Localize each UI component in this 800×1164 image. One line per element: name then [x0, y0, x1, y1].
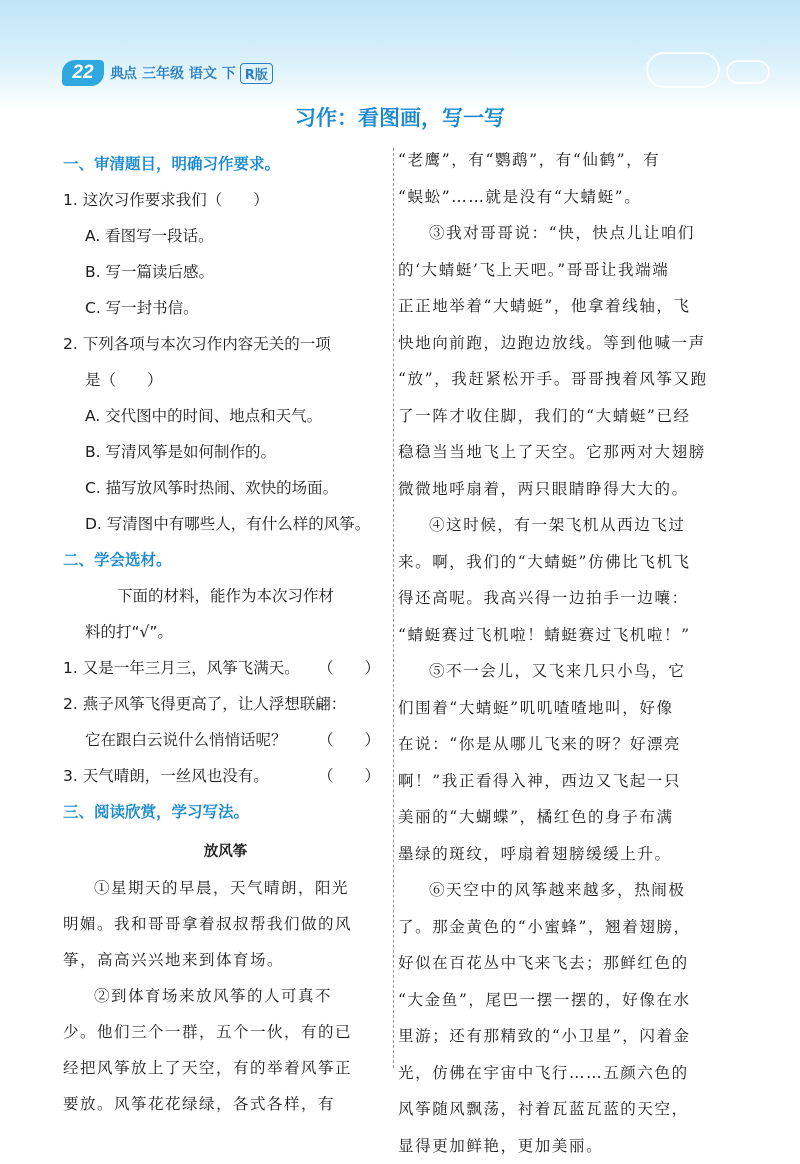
material-item-3 [63, 758, 388, 794]
material-item-2 [63, 686, 388, 722]
brand-logo: 典点 [110, 63, 136, 83]
material-item-2-paren: （ ） [318, 722, 380, 758]
article-right-line: 了。那金黄色的“小蜜蜂”，翘着翅膀， [398, 909, 728, 946]
article-right-line: 稳稳当当地飞上了天空。它那两对大翅膀 [398, 434, 728, 471]
subject-label: 三年级 语文 下 [142, 63, 236, 83]
article-right-line: 美丽的“大蝴蝶”，橘红色的身子布满 [398, 799, 728, 836]
article-right-line: “蜈蚣”……就是没有“大蜻蜓”。 [398, 179, 728, 216]
section-2-heading: 二、学会选材。 [63, 542, 388, 578]
material-item-1-paren: （ ） [318, 650, 380, 686]
article-right-line: 里游；还有那精致的“小卫星”，闪着金 [398, 1018, 728, 1055]
edition-label: R版 [240, 63, 273, 84]
question-2-option-a: A. 交代图中的时间、地点和天气。 [63, 398, 388, 434]
article-right-line: 显得更加鲜艳，更加美丽。 [398, 1128, 728, 1164]
article-right-line: 啊！”我正看得入神，西边又飞起一只 [398, 763, 728, 800]
article-right-line: 微微地呼扇着，两只眼睛睁得大大的。 [398, 471, 728, 508]
article-right-line: “蜻蜓赛过飞机啦！蜻蜓赛过飞机啦！” [398, 617, 728, 654]
material-item-3-paren: （ ） [318, 758, 380, 794]
question-1-option-b: B. 写一篇读后感。 [63, 254, 388, 290]
article-right-line: ④这时候，有一架飞机从西边飞过 [398, 507, 728, 544]
material-item-2-cont [63, 722, 388, 758]
article-right-line: 的‘大蜻蜓’飞上天吧。”哥哥让我端端 [398, 252, 728, 289]
cloud-decoration [646, 52, 720, 88]
article-right-line: 们围着“大蜻蜓”叽叽喳喳地叫，好像 [398, 690, 728, 727]
article-line-6: 经把风筝放上了天空，有的举着风筝正 [63, 1050, 388, 1086]
article-line-7: 要放。风筝花花绿绿，各式各样，有 [63, 1086, 388, 1122]
article-right-line: ⑤不一会儿，又飞来几只小鸟，它 [398, 653, 728, 690]
section-2-intro-line-1: 下面的材料，能作为本次习作材 [63, 578, 388, 614]
page-number: 22 [62, 60, 104, 86]
article-right-line: “老鹰”，有“鹦鹉”，有“仙鹤”，有 [398, 142, 728, 179]
article-right-line: 得还高呢。我高兴得一边拍手一边嚷： [398, 580, 728, 617]
section-2-intro-line-2: 料的打“√”。 [63, 614, 388, 650]
material-item-1 [63, 650, 388, 686]
article-line-5: 少。他们三个一群，五个一伙，有的已 [63, 1014, 388, 1050]
question-2-option-c: C. 描写放风筝时热闹、欢快的场面。 [63, 470, 388, 506]
question-1: 1. 这次习作要求我们（ ） [63, 182, 388, 218]
left-column [63, 146, 388, 1122]
question-1-option-a: A. 看图写一段话。 [63, 218, 388, 254]
article-line-1: ①星期天的早晨，天气晴朗，阳光 [63, 870, 388, 906]
material-item-3-text: 3. 天气晴朗，一丝风也没有。 [63, 758, 269, 794]
article-right-line: 好似在百花丛中飞来飞去；那鲜红色的 [398, 945, 728, 982]
article-right-line: ⑥天空中的风筝越来越多，热闹极 [398, 872, 728, 909]
section-3-heading: 三、阅读欣赏，学习写法。 [63, 794, 388, 830]
article-right-line: 正正地举着“大蜻蜓”，他拿着线轴，飞 [398, 288, 728, 325]
article-right-line: “大金鱼”，尾巴一摆一摆的，好像在水 [398, 982, 728, 1019]
question-2-option-d: D. 写清图中有哪些人，有什么样的风筝。 [63, 506, 388, 542]
question-2-option-b: B. 写清风筝是如何制作的。 [63, 434, 388, 470]
material-item-2-cont-text: 它在跟白云说什么悄悄话呢？ [85, 722, 287, 758]
article-line-3: 筝，高高兴兴地来到体育场。 [63, 942, 388, 978]
question-2-line-2: 是（ ） [63, 362, 388, 398]
section-1-heading: 一、审清题目，明确习作要求。 [63, 146, 388, 182]
article-title: 放风筝 [63, 834, 388, 870]
page-title: 习作：看图画，写一写 [0, 102, 800, 132]
article-right-line: 来。啊，我们的“大蜻蜓”仿佛比飞机飞 [398, 544, 728, 581]
article-line-4: ②到体育场来放风筝的人可真不 [63, 978, 388, 1014]
right-column [398, 142, 728, 1164]
question-1-option-c: C. 写一封书信。 [63, 290, 388, 326]
material-item-2-text: 2. 燕子风筝飞得更高了，让人浮想联翩： [63, 686, 346, 722]
article-right-line: 了一阵才收住脚，我们的“大蜻蜓”已经 [398, 398, 728, 435]
article-right-line: 光，仿佛在宇宙中飞行……五颜六色的 [398, 1055, 728, 1092]
article-right-line: “放”，我赶紧松开手。哥哥拽着风筝又跑 [398, 361, 728, 398]
page-header [62, 58, 273, 88]
cloud-decoration-small [726, 60, 770, 84]
article-right-line: 墨绿的斑纹，呼扇着翅膀缓缓上升。 [398, 836, 728, 873]
material-item-1-text: 1. 又是一年三月三，风筝飞满天。 [63, 650, 300, 686]
article-right-line: 风筝随风飘荡，衬着瓦蓝瓦蓝的天空， [398, 1091, 728, 1128]
article-right-line: 在说：“你是从哪儿飞来的呀？好漂亮 [398, 726, 728, 763]
article-right-line: 快地向前跑，边跑边放线。等到他喊一声 [398, 325, 728, 362]
article-right-line: ③我对哥哥说：“快，快点儿让咱们 [398, 215, 728, 252]
question-2-line-1: 2. 下列各项与本次习作内容无关的一项 [63, 326, 388, 362]
column-divider [393, 148, 394, 1068]
article-line-2: 明媚。我和哥哥拿着叔叔帮我们做的风 [63, 906, 388, 942]
